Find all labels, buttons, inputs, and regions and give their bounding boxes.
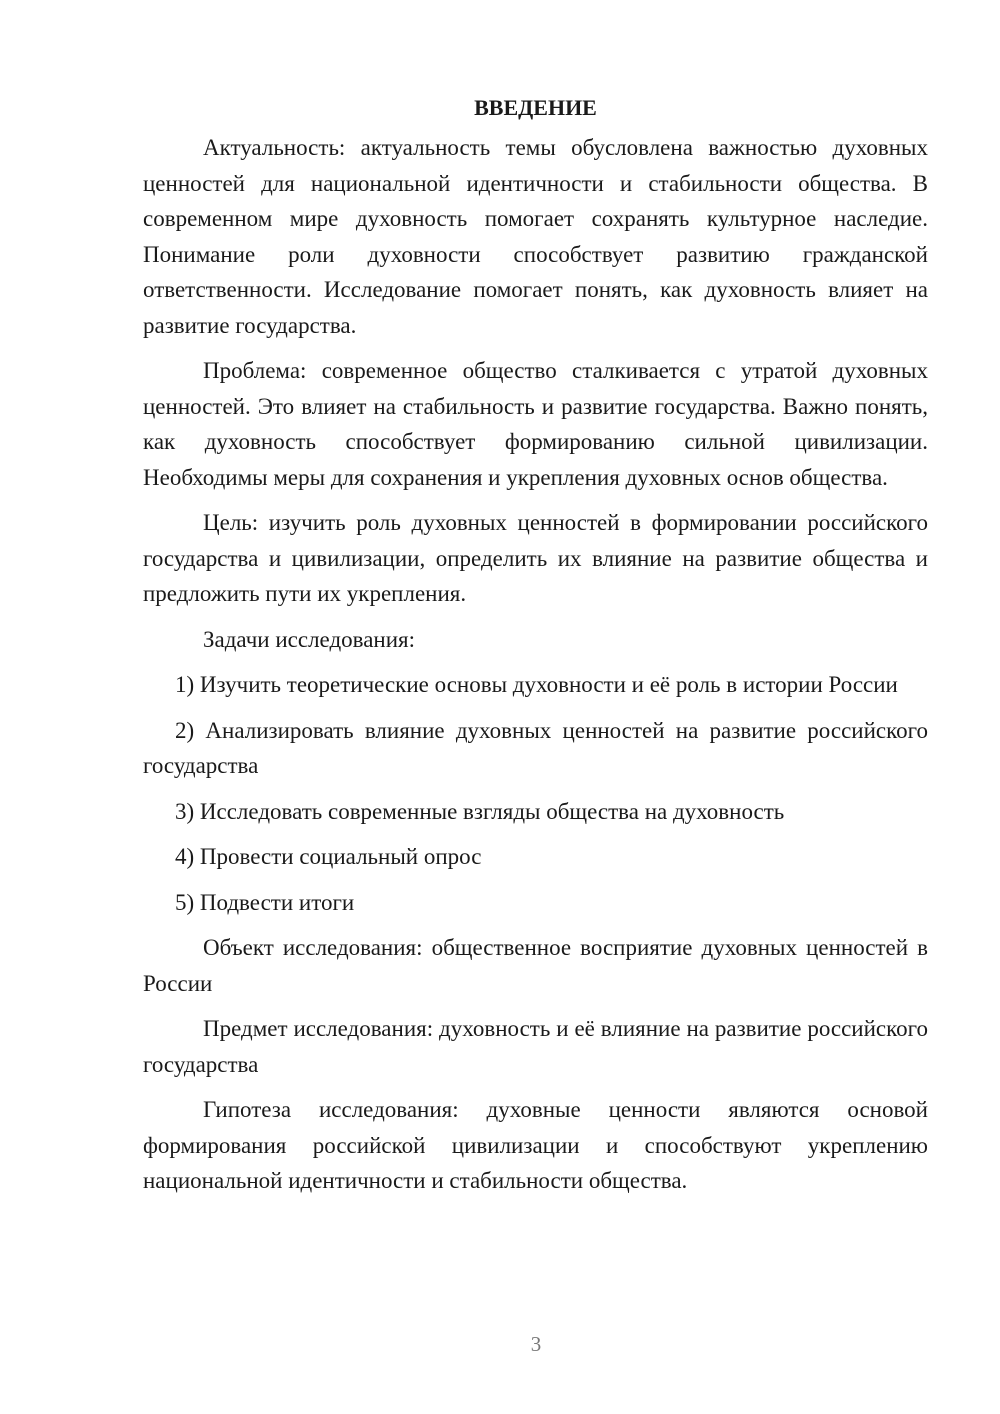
problem-paragraph: Проблема: современное общество сталкивается с утратой духовных ценностей. Это влияет на стабильность и развитие государства. Важно понять, как духовность способствует формированию сильной цивилизации. Необходимы меры для сохранения и укрепления духовных основ общества. xyxy=(143,358,928,490)
object-paragraph: Объект исследования: общественное восприятие духовных ценностей в России xyxy=(143,935,928,996)
task-item: 1) Изучить теоретические основы духовности и её роль в истории России xyxy=(175,672,898,697)
task-item: 5) Подвести итоги xyxy=(175,889,355,915)
subject-paragraph: Предмет исследования: духовность и её влияние на развитие российского государства xyxy=(143,1016,928,1077)
relevance-paragraph: Актуальность: актуальность темы обусловлена важностью духовных ценностей для национальной идентичности и стабильности общества. В современном мире духовность помогает сохранять культурное наследие. Понимание роли духовности способствует развитию гражданской ответственности. Исследование помогает понять, как духовность влияет на развитие государства. xyxy=(143,135,928,338)
tasks-heading: Задачи исследования: xyxy=(203,626,416,652)
task-item: 4) Провести социальный опрос xyxy=(175,844,482,869)
section-title: ВВЕДЕНИЕ xyxy=(474,95,597,120)
task-item: 3) Исследовать современные взгляды общества на духовность xyxy=(175,798,785,824)
page-content xyxy=(143,90,928,1209)
task-item: 2) Анализировать влияние духовных ценностей на развитие российского государства xyxy=(143,717,928,778)
hypothesis-paragraph: Гипотеза исследования: духовные ценности являются основой формирования российской цивилизации и способствуют укреплению национальной идентичности и стабильности общества. xyxy=(143,1097,928,1193)
page-number: 3 xyxy=(530,1332,542,1356)
goal-paragraph: Цель: изучить роль духовных ценностей в формировании российского государства и цивилизации, определить их влияние на развитие общества и предложить пути их укрепления. xyxy=(143,510,928,606)
